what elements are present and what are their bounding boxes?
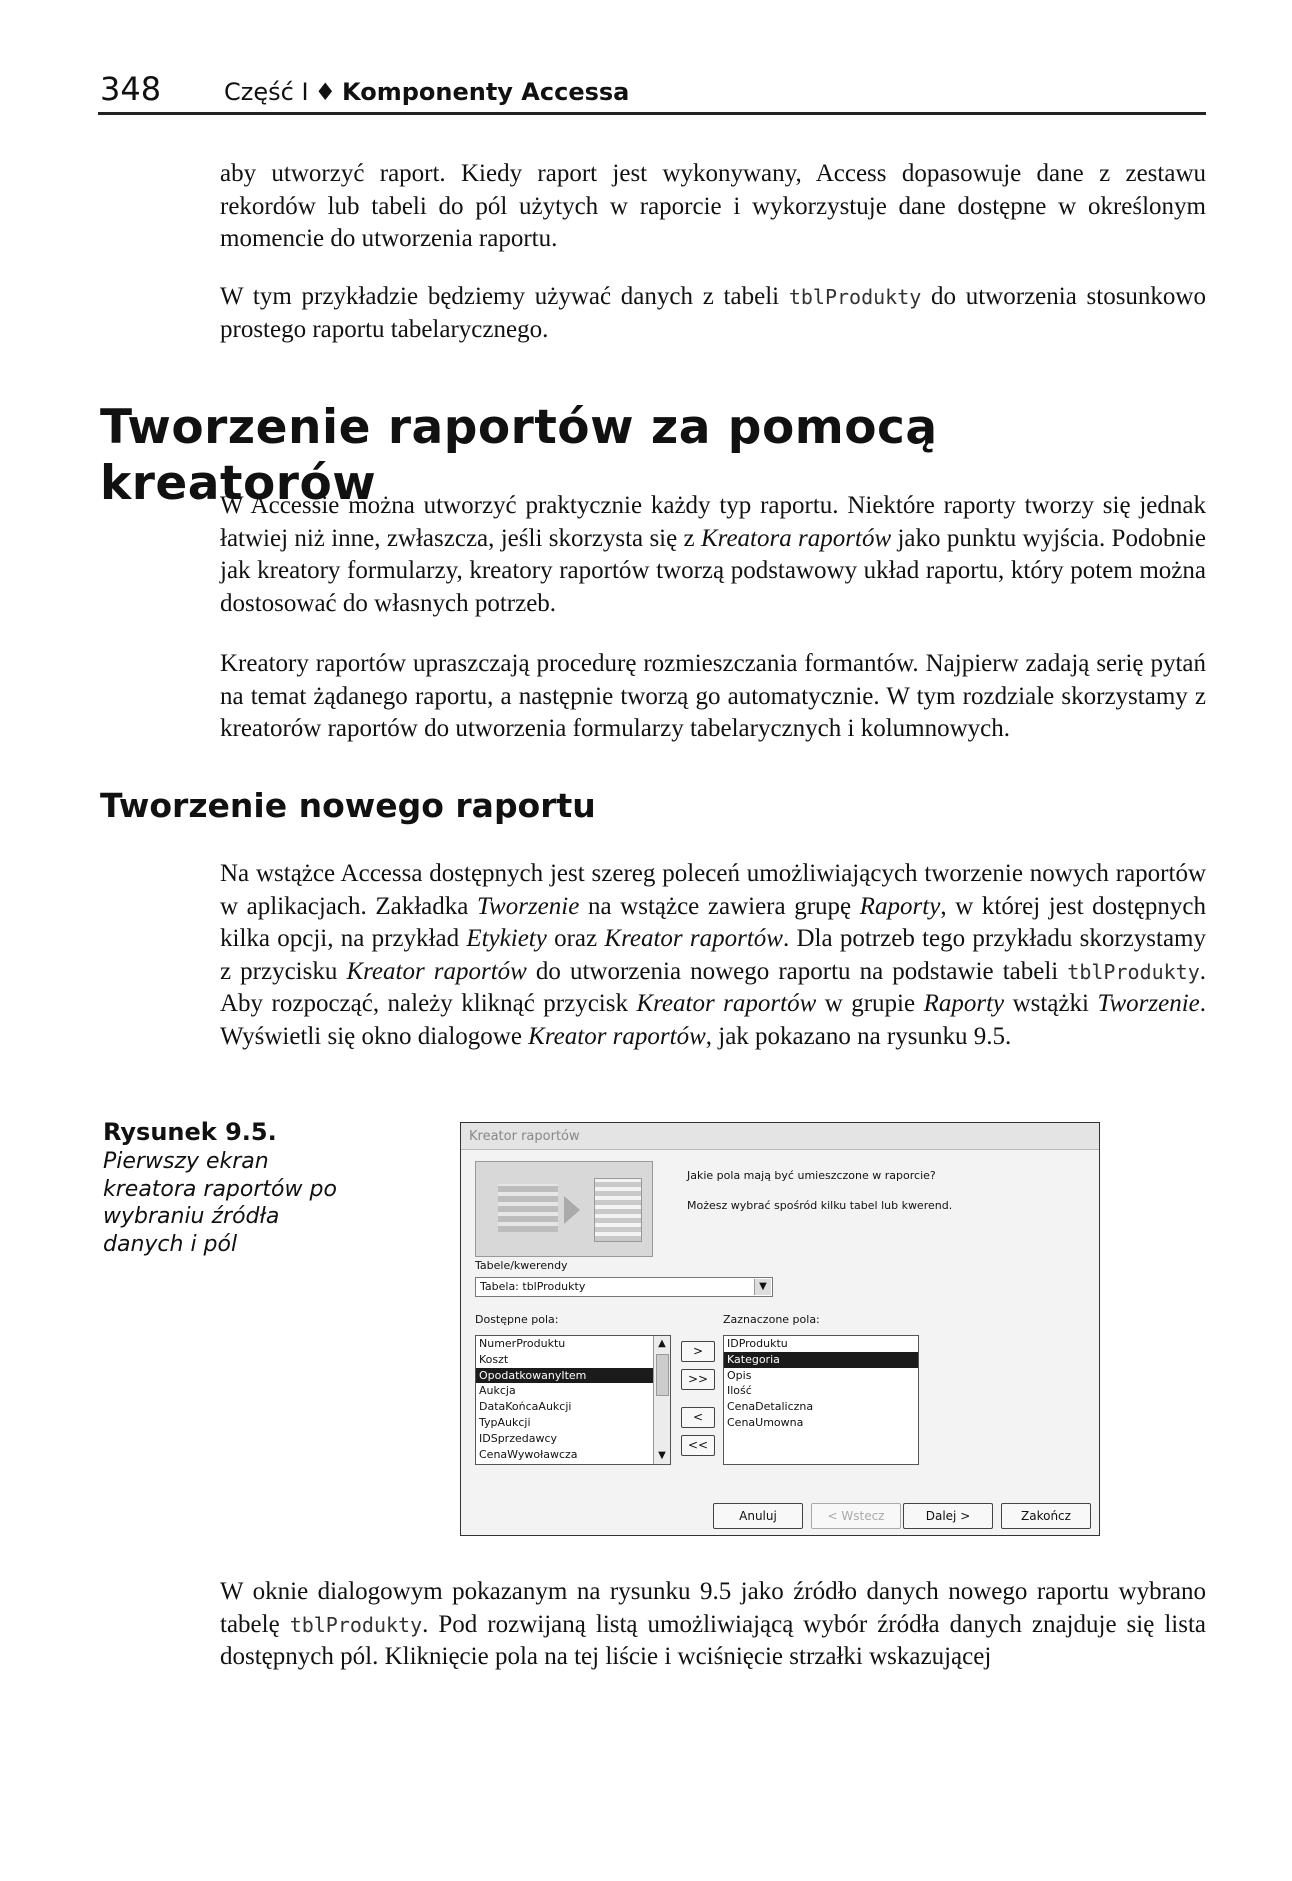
- section-heading: Tworzenie raportów za pomocą kreatorów: [100, 400, 938, 511]
- emphasis: Raporty: [859, 892, 941, 920]
- text-run: W oknie dialogowym pokazanym na rysunku 9.5 jako źródło danych nowego raportu wybrano tabelę: [220, 1578, 1206, 1638]
- header-rule: [98, 112, 1206, 115]
- text-run: w grupie: [816, 990, 924, 1017]
- emphasis: Kreator raportów: [636, 990, 817, 1017]
- tables-combo[interactable]: [475, 1277, 773, 1297]
- list-item[interactable]: Koszt: [479, 1352, 509, 1366]
- separator-glyph: ♦: [314, 78, 337, 106]
- back-button[interactable]: < Wstecz: [811, 1503, 901, 1529]
- list-item[interactable]: CenaUmowna: [727, 1415, 804, 1429]
- move-one-left-button[interactable]: <: [681, 1407, 715, 1428]
- list-item[interactable]: Kategoria: [724, 1352, 918, 1368]
- text-run: wstążki: [1004, 990, 1098, 1017]
- inline-code: tblProdukty: [1067, 959, 1200, 984]
- text-run: Na wstążce Accessa dostępnych jest szereg poleceń umożliwiających tworzenie nowych raportów w aplikacjach. Zakładka: [220, 860, 1206, 920]
- text-run: . Aby rozpocząć, należy kliknąć przycisk: [220, 957, 1206, 1017]
- list-item[interactable]: Opis: [727, 1368, 752, 1382]
- list-item[interactable]: IDProduktu: [727, 1337, 788, 1350]
- emphasis: Tworzenie: [1097, 990, 1200, 1017]
- wizard-illustration: [475, 1161, 653, 1257]
- text-run: W Accessie można utworzyć praktycznie każdy typ raportu. Niektóre raporty tworzy się jednak łatwiej niż inne, zwłaszcza, jeśli skorzysta się z: [220, 492, 1206, 552]
- paragraph-2: [220, 281, 1206, 346]
- available-fields-scrollbar[interactable]: [653, 1336, 670, 1464]
- list-item[interactable]: IDSprzedawcy: [479, 1431, 558, 1445]
- scroll-down-icon[interactable]: ▼: [658, 1450, 666, 1461]
- list-item[interactable]: CenaDetaliczna: [727, 1400, 814, 1414]
- selected-fields-label: Zaznaczone pola:: [723, 1313, 820, 1326]
- source-blocks-icon: [498, 1184, 558, 1232]
- text-run: . Dla potrzeb tego przykładu skorzystamy z przycisku: [220, 925, 1206, 985]
- emphasis: Kreatora raportów: [700, 524, 892, 552]
- wizard-question: Jakie pola mają być umieszczone w raporcie?: [687, 1169, 936, 1182]
- chevron-down-icon[interactable]: ▼: [754, 1279, 771, 1295]
- scroll-thumb[interactable]: [656, 1354, 669, 1396]
- available-fields-label: Dostępne pola:: [475, 1313, 559, 1326]
- text-run: W tym przykładzie będziemy używać danych z tabeli: [220, 283, 789, 310]
- text-run: , w której jest dostępnych kilka opcji, na przykład: [220, 892, 1207, 952]
- text-run: . Wyświetli się okno dialogowe: [220, 990, 1207, 1050]
- text-run: na wstążce zawiera grupę: [579, 892, 860, 920]
- inline-code: tblProdukty: [289, 1612, 423, 1637]
- text-run: , jak pokazano na rysunku 9.5.: [705, 1022, 1012, 1050]
- emphasis: Etykiety: [466, 925, 547, 952]
- paragraph-4: Kreatory raportów upraszczają procedurę rozmieszczania formantów. Najpierw zadają serię pytań na temat żądanego raportu, a następnie tworzą go automatycznie. W tym rozdziale skorzystamy z kreatorów raportów do utworzenia formularzy tabelarycznych i kolumnowych.: [220, 650, 1206, 742]
- text-run: . Pod rozwijaną listą umożliwiającą wybór źródła danych znajduje się lista dostępnych pól. Kliknięcie pola na tej liście i wciśnięcie strzałki wskazującej: [220, 1610, 1206, 1670]
- cancel-button[interactable]: Anuluj: [713, 1503, 803, 1529]
- paragraph-6: [220, 1576, 1206, 1674]
- finish-button[interactable]: Zakończ: [1001, 1503, 1091, 1529]
- tables-label: Tabele/kwerendy: [475, 1259, 568, 1272]
- subsection-heading: Tworzenie nowego raportu: [100, 786, 596, 825]
- figure-caption: Pierwszy ekran kreatora raportów po wybraniu źródła danych i pól: [103, 1149, 337, 1257]
- report-wizard-dialog: [460, 1122, 1100, 1536]
- text-run: oraz: [546, 925, 605, 952]
- list-item[interactable]: OpodatkowanyItem: [476, 1368, 670, 1384]
- running-head: [224, 78, 629, 106]
- arrow-right-icon: [564, 1196, 580, 1224]
- figure-label: Rysunek 9.5.: [103, 1118, 277, 1146]
- inline-code: tblProdukty: [788, 285, 922, 309]
- scroll-up-icon[interactable]: ▲: [658, 1338, 666, 1349]
- text-run: do utworzenia nowego raportu na podstawie tabeli: [526, 957, 1068, 985]
- selected-fields-list[interactable]: [723, 1335, 919, 1465]
- emphasis: Kreator raportów: [528, 1022, 706, 1050]
- book-title: Komponenty Accessa: [342, 78, 630, 106]
- emphasis: Raporty: [923, 990, 1005, 1017]
- paragraph-3: [220, 490, 1206, 620]
- combo-value: Tabela: tblProdukty: [480, 1280, 586, 1293]
- dialog-title: Kreator raportów: [469, 1129, 580, 1144]
- text-run: jako punktu wyjścia. Podobnie jak kreatory formularzy, kreatory raportów tworzą podstawowy układ raportu, który potem można dostosować do własnych potrzeb.: [220, 524, 1206, 617]
- list-item[interactable]: DataKońcaAukcji: [479, 1400, 572, 1414]
- emphasis: Kreator raportów: [346, 957, 527, 985]
- available-fields-list[interactable]: [475, 1335, 671, 1465]
- move-all-left-button[interactable]: <<: [681, 1435, 715, 1456]
- list-item[interactable]: CenaWywoławcza: [479, 1447, 578, 1461]
- move-all-right-button[interactable]: >>: [681, 1369, 715, 1390]
- emphasis: Tworzenie: [477, 892, 580, 920]
- wizard-hint: Możesz wybrać spośród kilku tabel lub kwerend.: [687, 1199, 953, 1212]
- list-item[interactable]: NumerProduktu: [479, 1337, 566, 1350]
- report-table-icon: [594, 1178, 642, 1242]
- text-run: do utworzenia stosunkowo prostego raportu tabelarycznego.: [220, 283, 1206, 343]
- paragraph-5: [220, 858, 1206, 1053]
- move-one-right-button[interactable]: >: [681, 1341, 715, 1362]
- part-label: Część I: [224, 78, 309, 106]
- list-item[interactable]: Ilość: [727, 1384, 752, 1398]
- page-number: 348: [100, 70, 162, 108]
- list-item[interactable]: Aukcja: [479, 1384, 516, 1398]
- paragraph-1: aby utworzyć raport. Kiedy raport jest wykonywany, Access dopasowuje dane z zestawu rekordów lub tabeli do pól użytych w raporcie i wykorzystuje dane dostępne w określonym momencie do utworzenia raportu.: [220, 160, 1206, 252]
- emphasis: Kreator raportów: [604, 925, 783, 952]
- next-button[interactable]: Dalej >: [903, 1503, 993, 1529]
- list-item[interactable]: TypAukcji: [479, 1415, 531, 1429]
